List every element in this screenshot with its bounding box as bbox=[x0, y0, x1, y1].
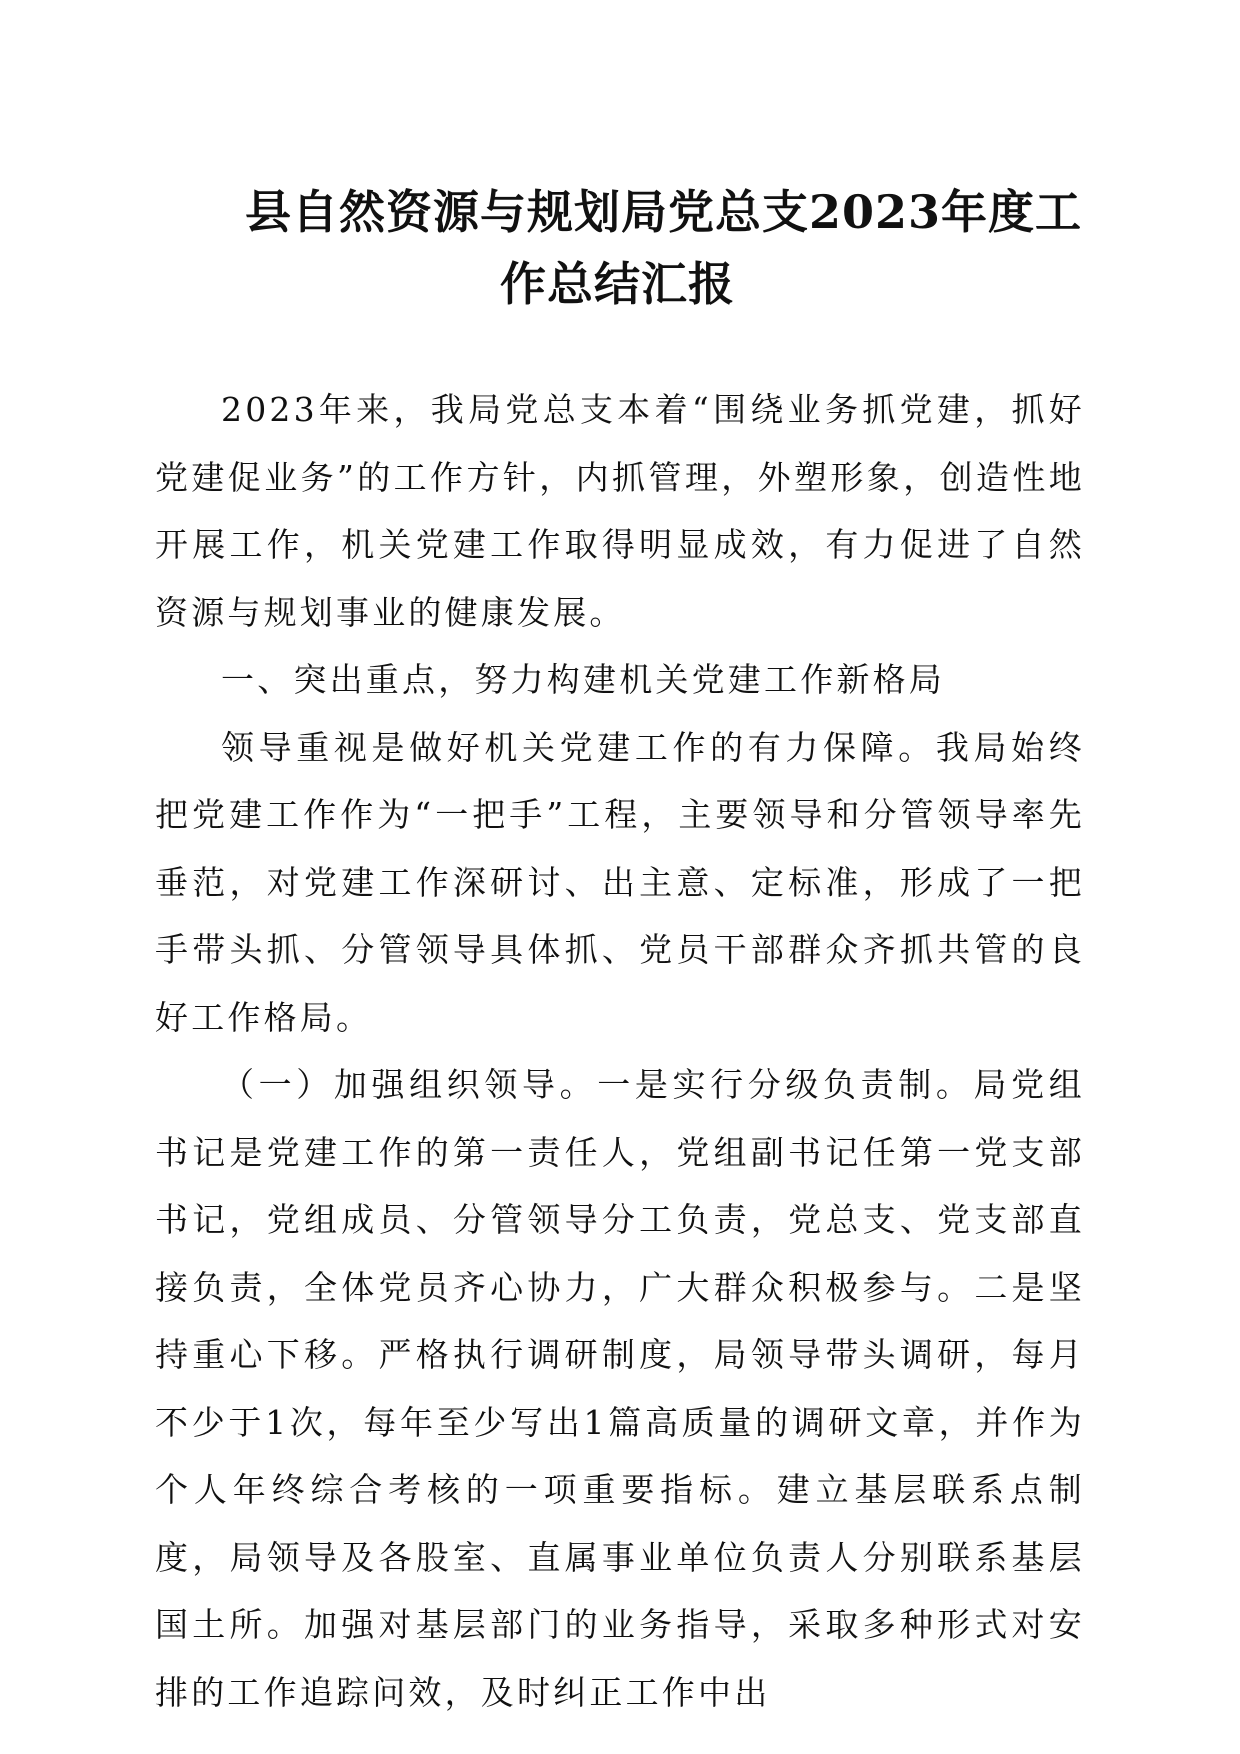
document-title-line-2: 作总结汇报 bbox=[500, 257, 735, 311]
paragraph-organization: （一）加强组织领导。一是实行分级负责制。局党组书记是党建工作的第一责任人，党组副书记任第一党支部书记，党组成员、分管领导分工负责，党总支、党支部直接负责，全体党员齐心协力，广大群众积极参与。二是坚持重心下移。严格执行调研制度，局领导带头调研，每月不少于1次，每年至少写出1篇高质量的调研文章，并作为个人年终综合考核的一项重要指标。建立基层联系点制度，局领导及各股室、直属事业单位负责人分别联系基层国土所。加强对基层部门的业务指导，采取多种形式对安排的工作追踪问效，及时纠正工作中出 bbox=[155, 1065, 1085, 1712]
document-title-line-1: 县自然资源与规划局党总支2023年度工 bbox=[245, 185, 1083, 239]
section-heading-1: 一、突出重点，努力构建机关党建工作新格局 bbox=[221, 660, 945, 699]
document-body bbox=[155, 376, 1085, 1726]
paragraph-intro: 2023年来，我局党总支本着“围绕业务抓党建，抓好党建促业务”的工作方针，内抓管理，外塑形象，创造性地开展工作，机关党建工作取得明显成效，有力促进了自然资源与规划事业的健康发展。 bbox=[155, 390, 1085, 632]
paragraph-leadership: 领导重视是做好机关党建工作的有力保障。我局始终把党建工作作为“一把手”工程，主要领导和分管领导率先垂范，对党建工作深研讨、出主意、定标准，形成了一把手带头抓、分管领导具体抓、党员干部群众齐抓共管的良好工作格局。 bbox=[155, 727, 1085, 1037]
